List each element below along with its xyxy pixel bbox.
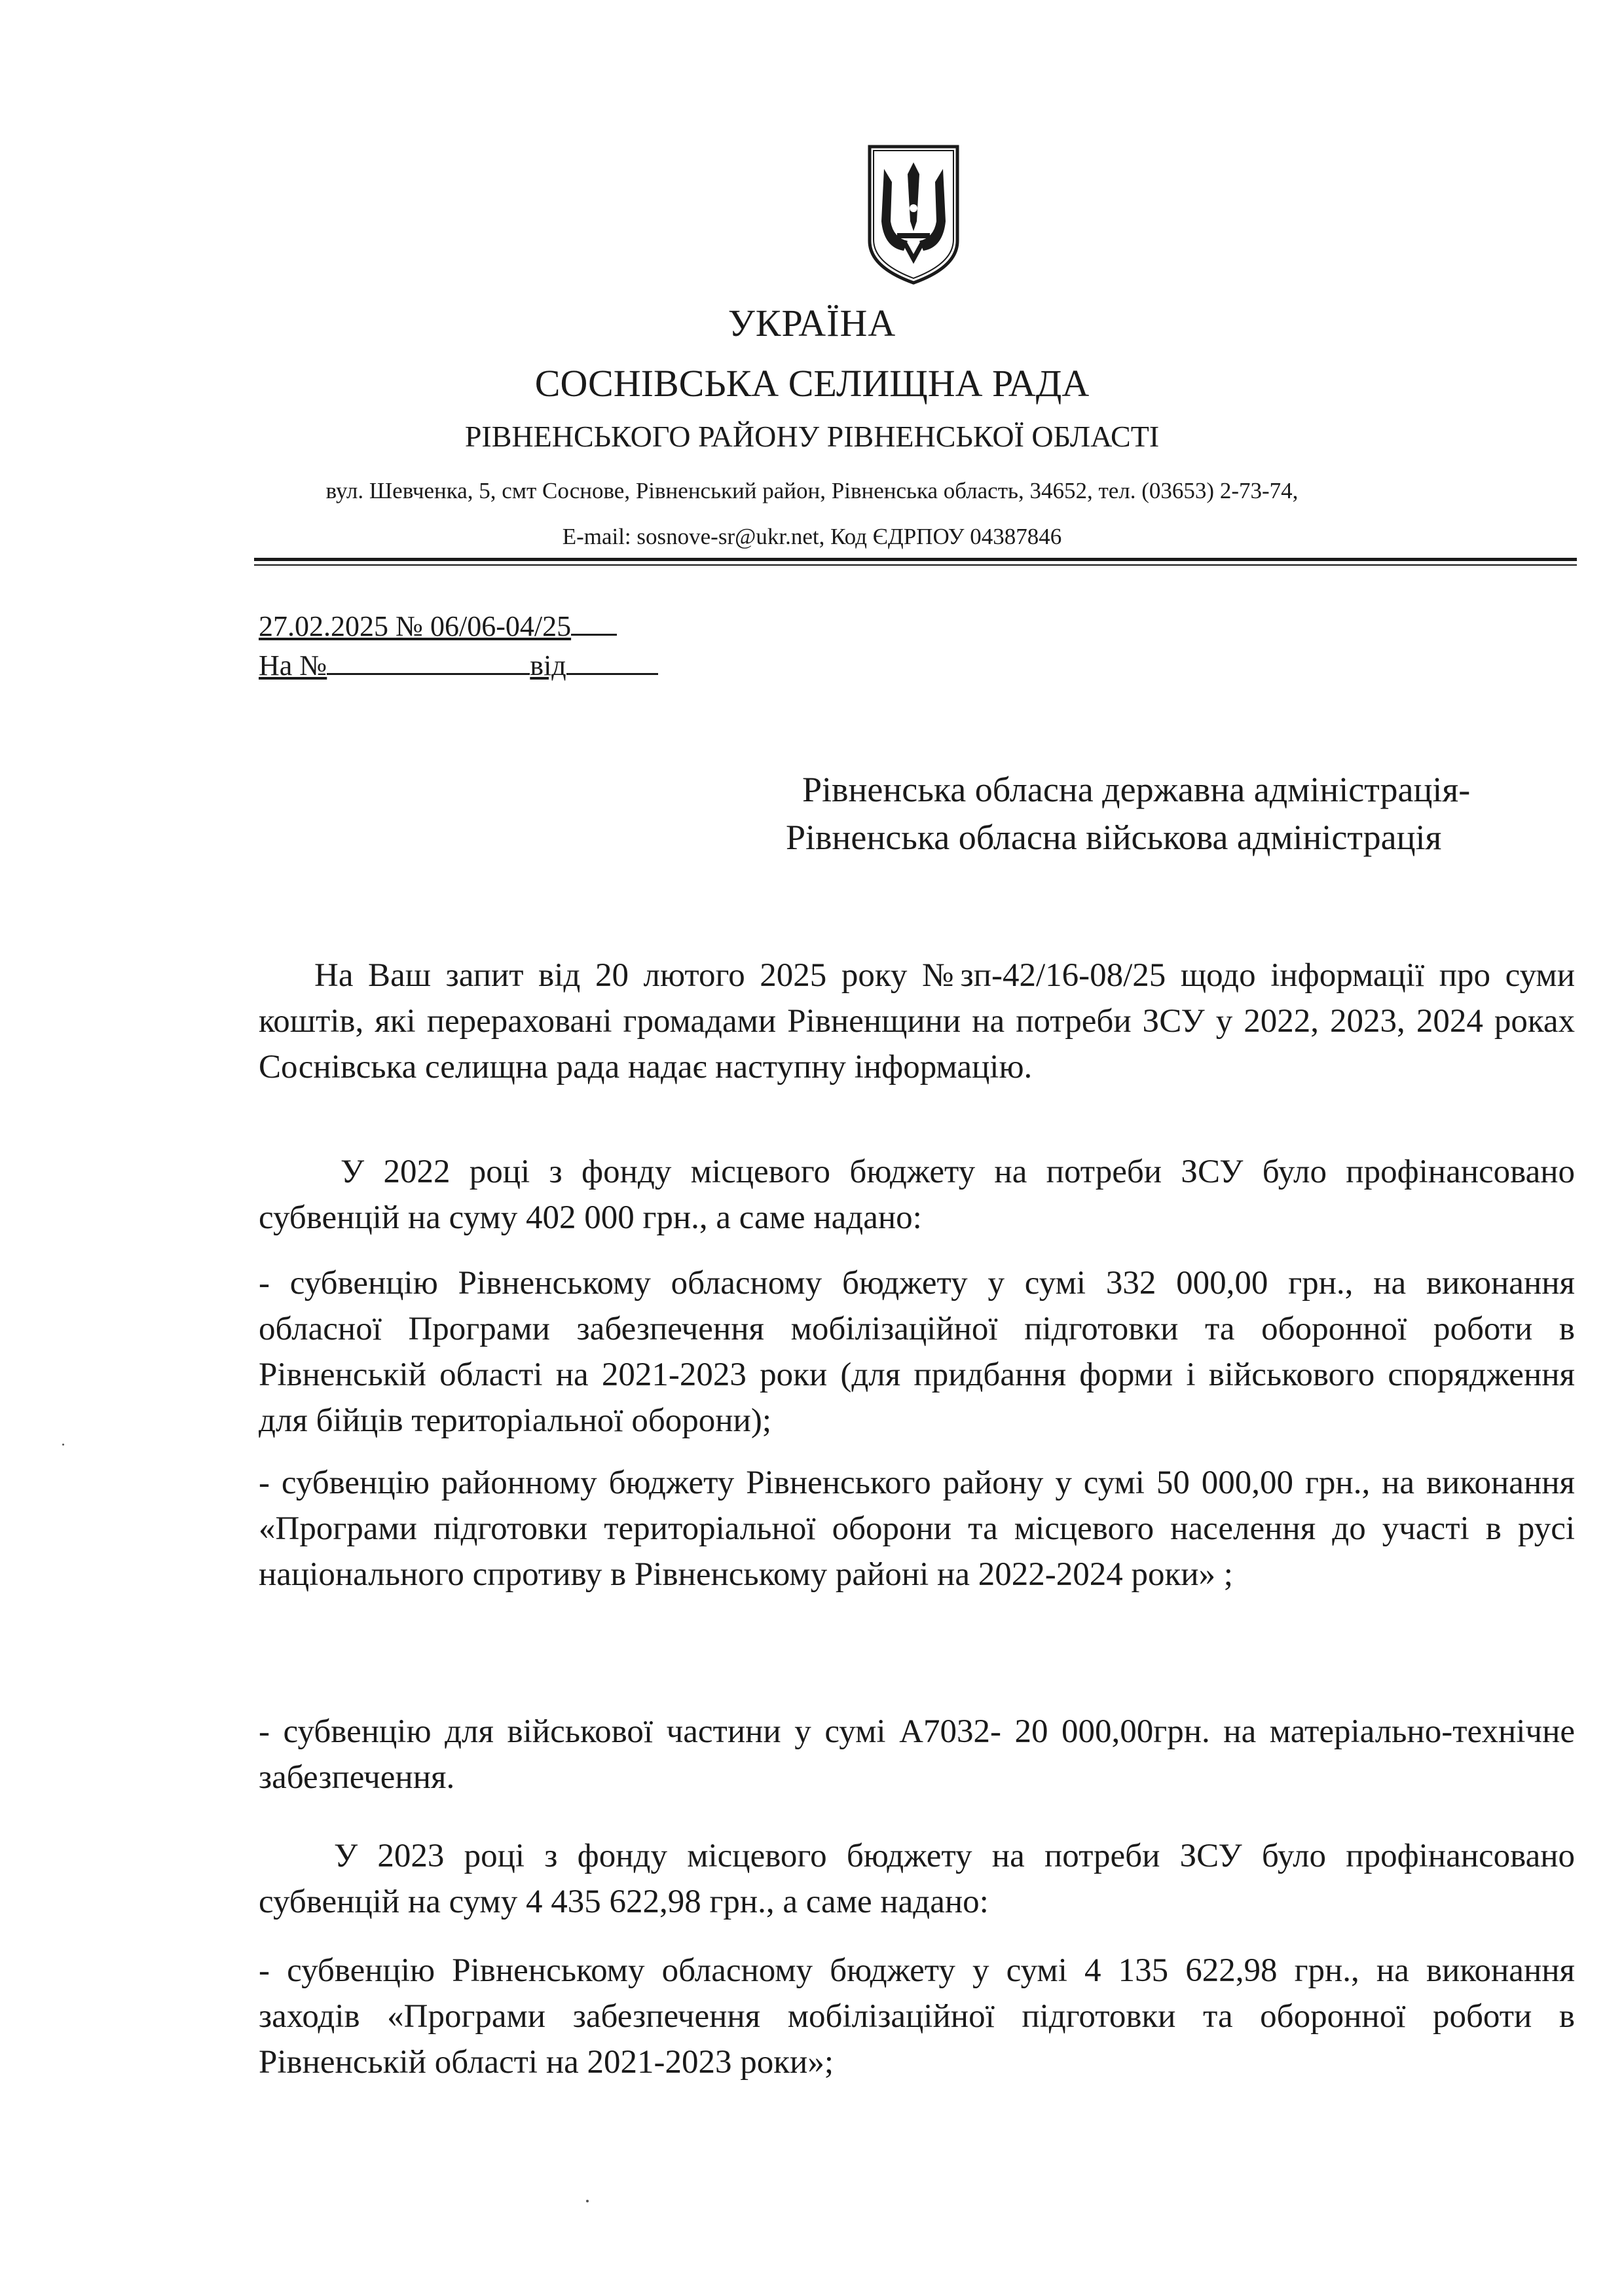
list-item-military-unit-subvention-2022: - субвенцію для військової частини у сумі А7032- 20 000,00грн. на матеріально-технічне забезпечення. bbox=[259, 1713, 1575, 1796]
paragraph-2023: У 2023 році з фонду місцевого бюджету на потреби ЗСУ було профінансовано субвенцій на суму 4 435 622,98 грн., а саме надано: bbox=[259, 1838, 1575, 1920]
list-item-district-subvention-2022: - субвенцію районному бюджету Рівненського району у сумі 50 000,00 грн., на виконання «Програми підготовки територіальної оборони та місцевого населення до участі в русі національного спротиву в Рівненському районі на 2022-2024 роки» ; bbox=[259, 1465, 1575, 1593]
scan-speck bbox=[62, 1444, 64, 1446]
incoming-number-label: На № bbox=[259, 649, 327, 682]
addressee-line-2: Рівненська обласна військова адміністрація bbox=[786, 818, 1442, 857]
council-title: СОСНІВСЬКА СЕЛИЩНА РАДА bbox=[534, 362, 1090, 405]
list-item-regional-subvention-2022: - субвенцію Рівненському обласному бюджету у сумі 332 000,00 грн., на виконання обласної Програми забезпечення мобілізаційної підготовки та оборонної роботи в Рівненській області на 2021-2023 роки (для придбання форми і військового спорядження для бійців територіальної оборони); bbox=[259, 1265, 1575, 1439]
outgoing-date-number: 27.02.2025 № 06/06-04/25 bbox=[259, 610, 572, 642]
trident-coat-of-arms-icon bbox=[864, 143, 963, 287]
addressee-line-1: Рівненська обласна державна адміністрація- bbox=[802, 770, 1471, 809]
incoming-reference bbox=[259, 648, 658, 682]
council-contacts: E-mail: sosnove-sr@ukr.net, Код ЄДРПОУ 04387846 bbox=[562, 524, 1062, 549]
scan-speck bbox=[586, 2200, 589, 2202]
paragraph-2022: У 2022 році з фонду місцевого бюджету на потреби ЗСУ було профінансовано субвенцій на суму 402 000 грн., а саме надано: bbox=[259, 1154, 1575, 1236]
incoming-date-label: від bbox=[530, 649, 566, 682]
letterhead-divider-thick bbox=[254, 558, 1577, 561]
country-title: УКРАЇНА bbox=[728, 302, 896, 344]
outgoing-reference bbox=[259, 609, 617, 643]
paragraph-intro: На Ваш запит від 20 лютого 2025 року №зп-42/16-08/25 щодо інформації про суми коштів, які перераховані громадами Рівненщини на потреби ЗСУ у 2022, 2023, 2024 роках Соснівська селищна рада надає наступну інформацію. bbox=[259, 957, 1575, 1085]
council-address: вул. Шевченка, 5, смт Соснове, Рівненський район, Рівненська область, 34652, тел. (03653) 2-73-74, bbox=[325, 478, 1299, 503]
district-title: РІВНЕНСЬКОГО РАЙОНУ РІВНЕНСЬКОЇ ОБЛАСТІ bbox=[464, 420, 1160, 453]
letterhead-divider-thin bbox=[254, 564, 1577, 566]
list-item-regional-subvention-2023: - субвенцію Рівненському обласному бюджету у сумі 4 135 622,98 грн., на виконання заходів «Програми забезпечення мобілізаційної підготовки та оборонної роботи в Рівненській області на 2021-2023 роки»; bbox=[259, 1952, 1575, 2081]
